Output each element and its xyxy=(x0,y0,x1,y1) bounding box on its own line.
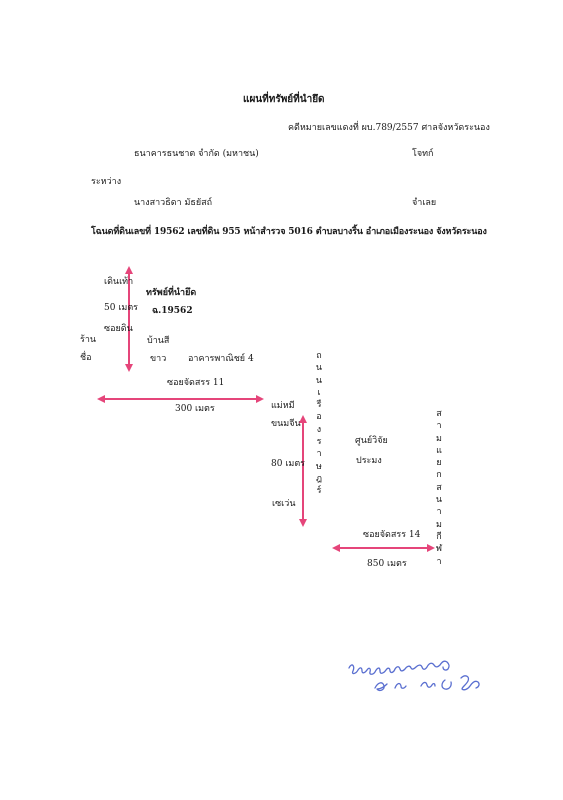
deed-number: ฉ.19562 xyxy=(152,306,193,316)
vertical-char: า xyxy=(436,507,442,518)
seven-eleven: เซเว่น xyxy=(272,499,296,509)
arrow-left-icon xyxy=(332,544,340,552)
arrow-left-icon xyxy=(97,395,105,403)
vertical-char: น xyxy=(435,495,443,506)
vertical-char: อ xyxy=(316,412,322,423)
distance-850: 850 เมตร xyxy=(367,559,407,569)
shop-left-1: ร้าน xyxy=(80,335,97,345)
vertical-char: ร์ xyxy=(316,486,322,497)
vertical-char: ษ xyxy=(316,461,322,472)
distance-50: 50 เมตร xyxy=(104,303,139,313)
arrow-up-icon xyxy=(125,266,133,274)
road-name-vertical xyxy=(313,350,325,498)
horizontal-arrow-line-300 xyxy=(104,398,257,400)
mae-mali-label-2: ขนมจีน xyxy=(271,419,301,429)
vertical-char: ม xyxy=(436,433,442,444)
vertical-char: ส xyxy=(436,482,442,493)
vertical-char: ย xyxy=(436,458,442,469)
vertical-arrow-line-80 xyxy=(302,421,304,521)
research-center-label: ศูนย์วิจัย xyxy=(355,436,388,446)
defendant-role: จำเลย xyxy=(412,198,437,208)
soi-11-label: ซอยจัดสรร 11 xyxy=(167,378,225,388)
arrow-right-icon xyxy=(256,395,264,403)
vertical-char: า xyxy=(316,449,322,460)
vertical-char: ฎ xyxy=(315,473,323,484)
plaintiff-name: ธนาคารธนชาต จำกัด (มหาชน) xyxy=(134,149,259,159)
vertical-char: น xyxy=(315,375,323,386)
distance-80: 80 เมตร xyxy=(271,459,306,469)
vertical-char: รื xyxy=(316,400,322,411)
vertical-char: ถ xyxy=(316,351,322,361)
vertical-char: ง xyxy=(316,424,322,435)
vertical-char: กี xyxy=(436,531,442,542)
vertical-char: น xyxy=(315,363,323,374)
soi-14-label: ซอยจัดสรร 14 xyxy=(363,530,421,540)
between-label: ระหว่าง xyxy=(91,177,122,187)
walk-label: เดินเท้า xyxy=(104,277,134,287)
arrow-down-icon xyxy=(125,364,133,372)
research-center-label-2: ประมง xyxy=(356,456,382,466)
vertical-char: ร xyxy=(316,437,322,448)
vertical-char: ม xyxy=(436,519,442,530)
vertical-char: ก xyxy=(436,470,442,481)
plaintiff-role: โจทก์ xyxy=(412,149,434,159)
document-title: แผนที่ทรัพย์ที่นำยึด xyxy=(243,94,325,105)
white-house-label-2: ขาว xyxy=(150,354,167,364)
seized-property-label: ทรัพย์ที่นำยึด xyxy=(146,288,197,298)
vertical-char: ฬ xyxy=(435,544,443,555)
defendant-name: นางสาวธิดา มัธยัสถ์ xyxy=(134,198,213,208)
vertical-char: แ xyxy=(436,445,442,456)
arrow-down-icon xyxy=(299,519,307,527)
commercial-building: อาคารพาณิชย์ 4 xyxy=(188,354,254,364)
deed-line: โฉนดที่ดินเลขที่ 19562 เลขที่ดิน 955 หน้าสำรวจ 5016 ตำบลบางริ้น อำเภอเมืองระนอง จังหวัดระนอง xyxy=(91,227,487,237)
distance-300: 300 เมตร xyxy=(175,404,215,414)
white-house-label: บ้านสี xyxy=(147,336,170,346)
handwritten-signature xyxy=(345,650,520,700)
vertical-char: า xyxy=(436,421,442,432)
vertical-char: เ xyxy=(317,387,321,398)
vertical-char: า xyxy=(436,556,442,567)
shop-left-2: ชื่อ xyxy=(80,353,92,363)
alley-dirt: ซอยดิน xyxy=(104,324,133,334)
arrow-up-icon xyxy=(299,415,307,423)
arrow-right-icon xyxy=(427,544,435,552)
case-number: คดีหมายเลขแดงที่ ผบ.789/2557 ศาลจังหวัดระนอง xyxy=(288,123,490,133)
mae-mali-label: แม่หมี xyxy=(271,401,295,411)
horizontal-arrow-line-850 xyxy=(339,547,428,549)
vertical-char: ส xyxy=(436,409,442,419)
